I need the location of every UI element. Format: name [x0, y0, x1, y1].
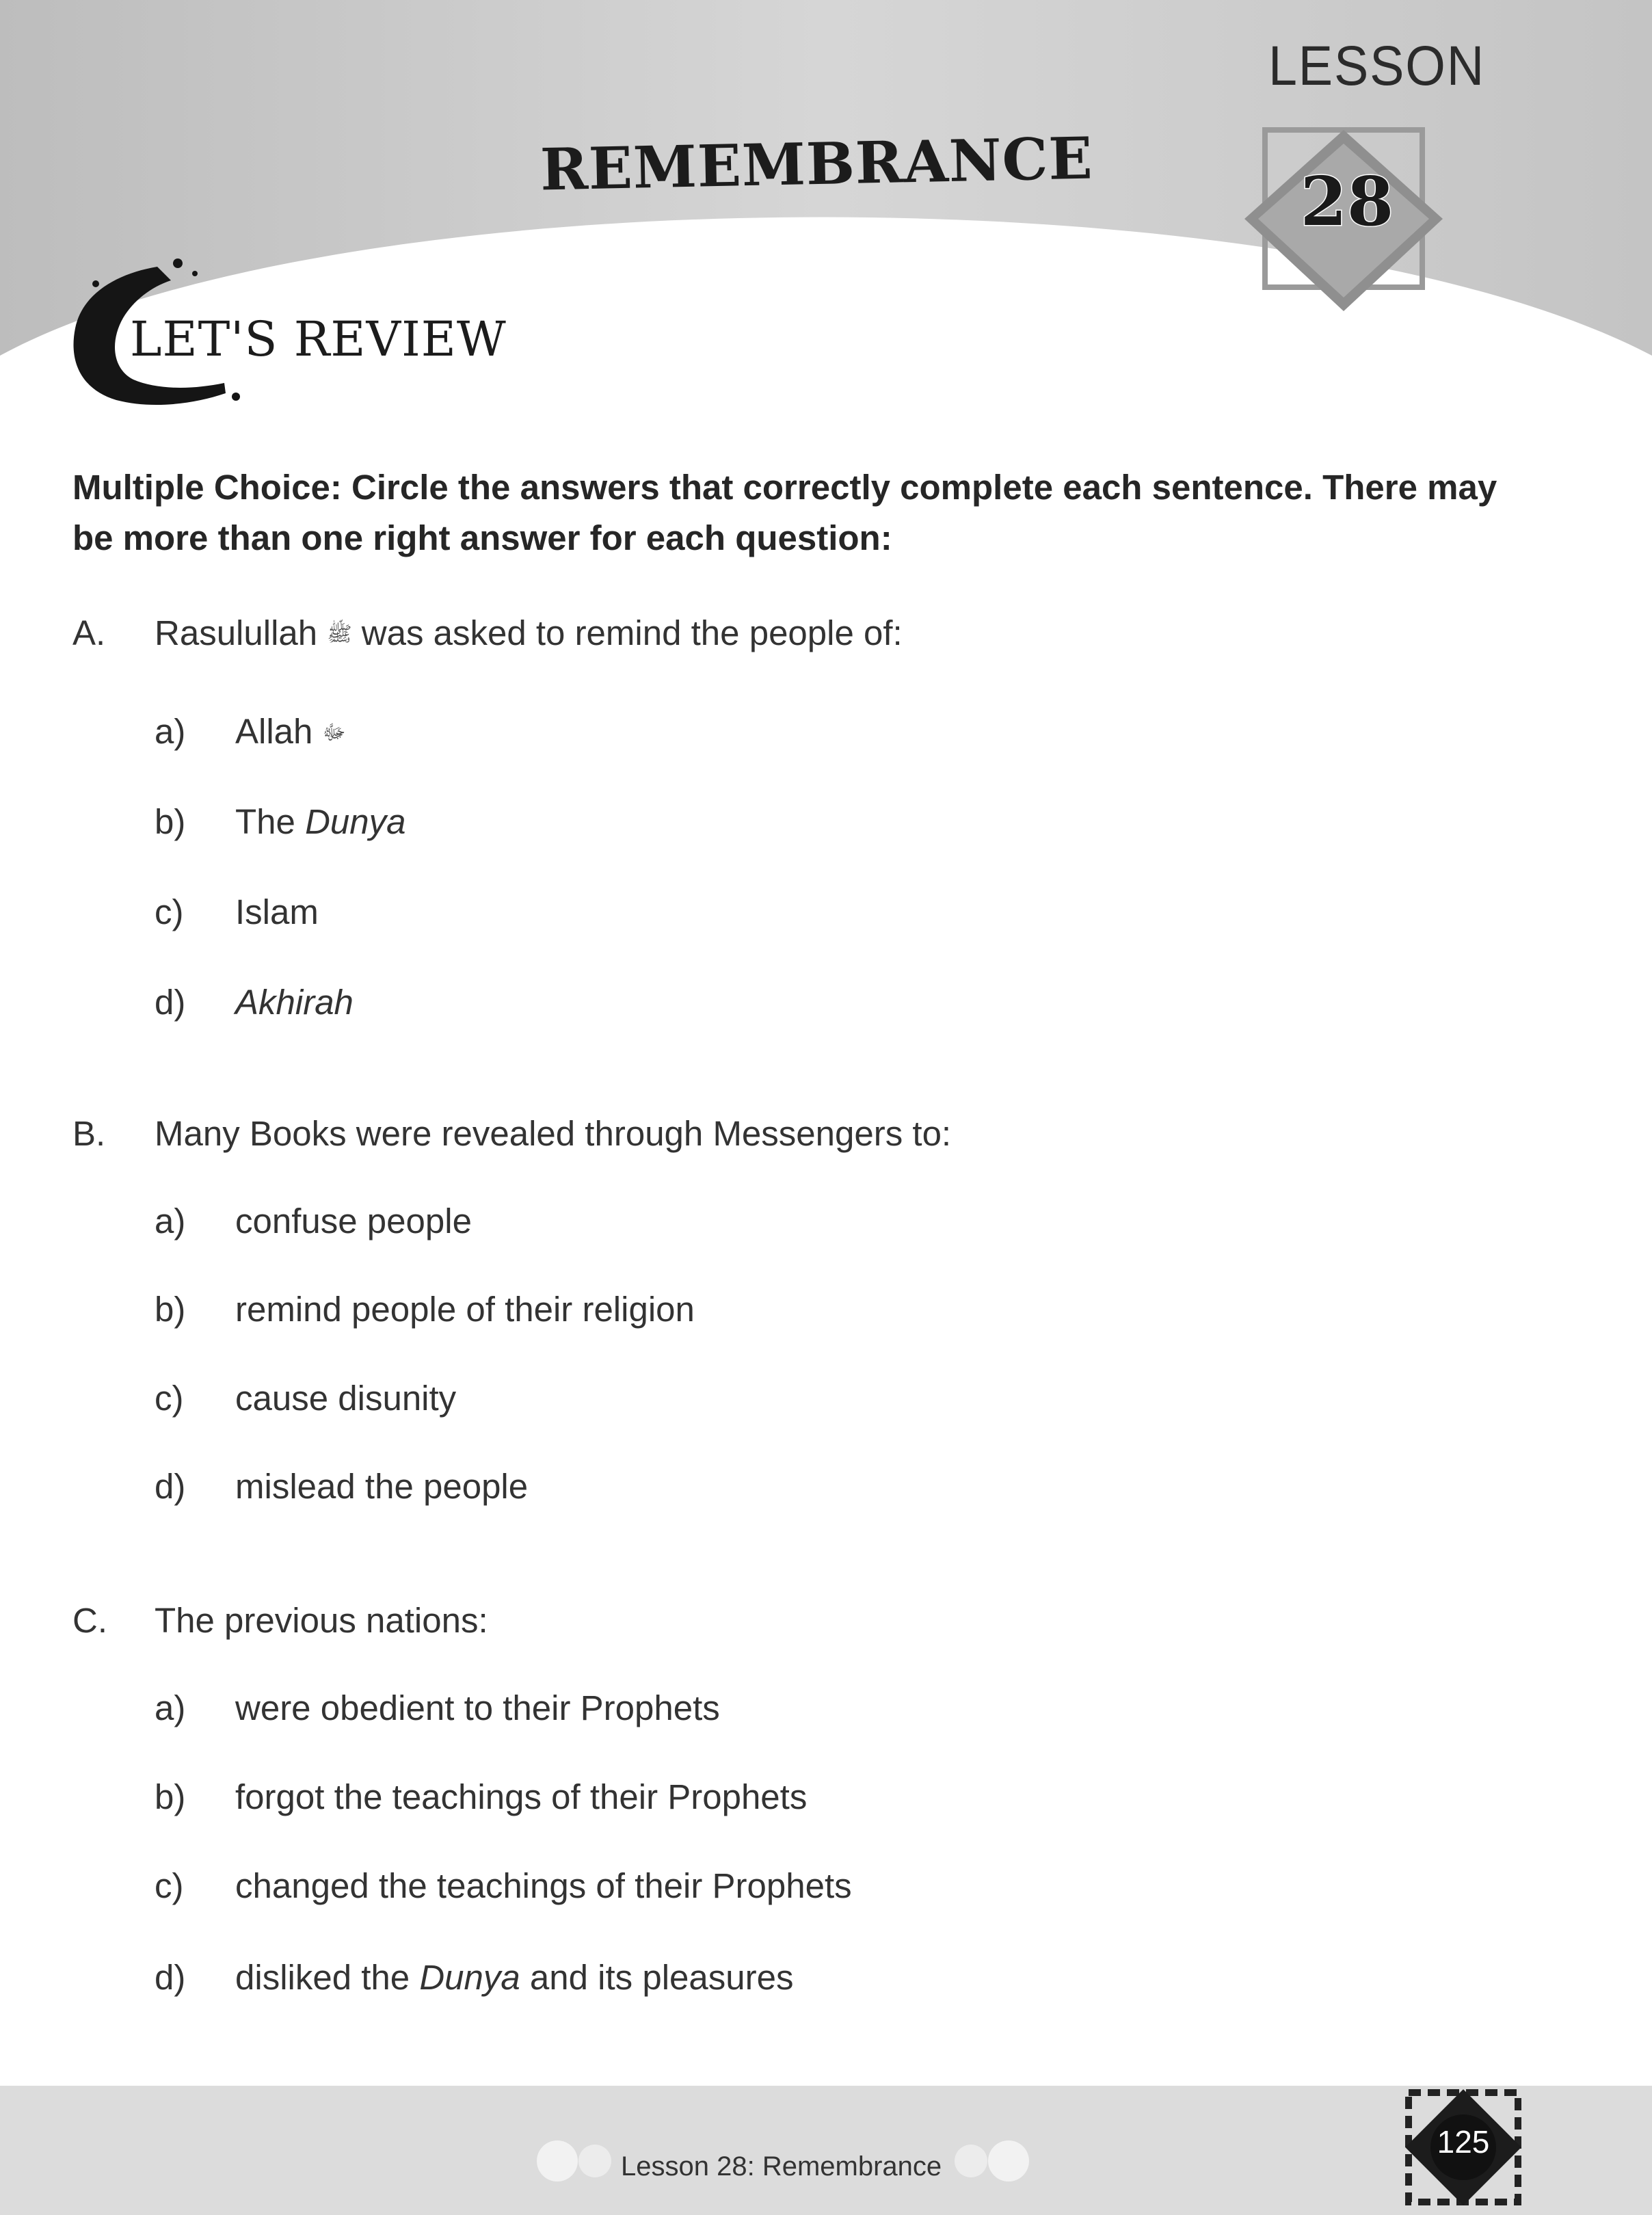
option-letter: a)	[155, 712, 186, 751]
option-d[interactable]	[155, 1957, 794, 1998]
option-italic: Akhirah	[235, 983, 354, 1022]
option-text: changed the teachings of their Prophets	[235, 1866, 852, 1905]
lesson-label: LESSON	[1268, 35, 1486, 97]
option-letter: d)	[155, 1467, 186, 1506]
option-letter: b)	[155, 802, 186, 841]
honorific-glyph: ﷺ	[327, 622, 352, 646]
option-text: mislead the people	[235, 1467, 529, 1506]
option-d[interactable]	[155, 982, 354, 1022]
option-text: cause disunity	[235, 1379, 457, 1418]
option-letter: d)	[155, 983, 186, 1022]
footer-text: Lesson 28: Remembrance	[621, 2151, 942, 2181]
question-text: Rasulullah	[155, 613, 318, 652]
option-b[interactable]	[155, 801, 405, 842]
option-letter: c)	[155, 892, 184, 931]
question-b	[72, 1113, 951, 1154]
option-a[interactable]	[155, 711, 345, 752]
question-text: Many Books were revealed through Messengers to:	[155, 1114, 952, 1153]
option-b[interactable]	[155, 1777, 807, 1817]
option-text: and its pleasures	[529, 1958, 794, 1997]
question-text: The previous nations:	[155, 1601, 488, 1640]
option-b[interactable]	[155, 1289, 695, 1329]
option-text: Islam	[235, 892, 319, 931]
option-text: disliked the	[235, 1958, 410, 1997]
page-title: REMEMBRANCE	[539, 124, 1094, 204]
option-text: Allah	[235, 712, 313, 751]
option-letter: c)	[155, 1379, 184, 1418]
option-a[interactable]	[155, 1201, 472, 1241]
option-text: were obedient to their Prophets	[235, 1688, 720, 1727]
option-italic: Dunya	[305, 802, 406, 841]
option-d[interactable]	[155, 1466, 528, 1507]
option-text: forgot the teachings of their Prophets	[235, 1777, 808, 1816]
option-letter: d)	[155, 1958, 186, 1997]
option-italic: Dunya	[419, 1958, 520, 1997]
instructions: Multiple Choice: Circle the answers that correctly complete each sentence. There may be more than one right answer for each question:	[72, 468, 1497, 557]
option-letter: b)	[155, 1290, 186, 1329]
section-heading: LET'S REVIEW	[130, 311, 507, 367]
option-letter: a)	[155, 1202, 186, 1241]
option-a[interactable]	[155, 1688, 720, 1728]
page-number: 125	[1437, 2124, 1490, 2160]
option-c[interactable]	[155, 1378, 456, 1418]
lesson-number: 28	[1300, 163, 1394, 241]
option-c[interactable]	[155, 892, 319, 932]
question-letter: B.	[72, 1114, 106, 1153]
question-letter: C.	[72, 1601, 107, 1640]
option-text: The	[235, 802, 295, 841]
honorific-glyph: ﷻ	[322, 721, 346, 745]
option-letter: c)	[155, 1866, 184, 1905]
option-c[interactable]	[155, 1866, 852, 1906]
question-a	[72, 613, 903, 653]
question-letter: A.	[72, 613, 106, 652]
question-c	[72, 1600, 488, 1641]
option-letter: a)	[155, 1688, 186, 1727]
option-text: remind people of their religion	[235, 1290, 695, 1329]
option-text: confuse people	[235, 1202, 472, 1241]
question-text: was asked to remind the people of:	[361, 613, 903, 652]
option-letter: b)	[155, 1777, 186, 1816]
